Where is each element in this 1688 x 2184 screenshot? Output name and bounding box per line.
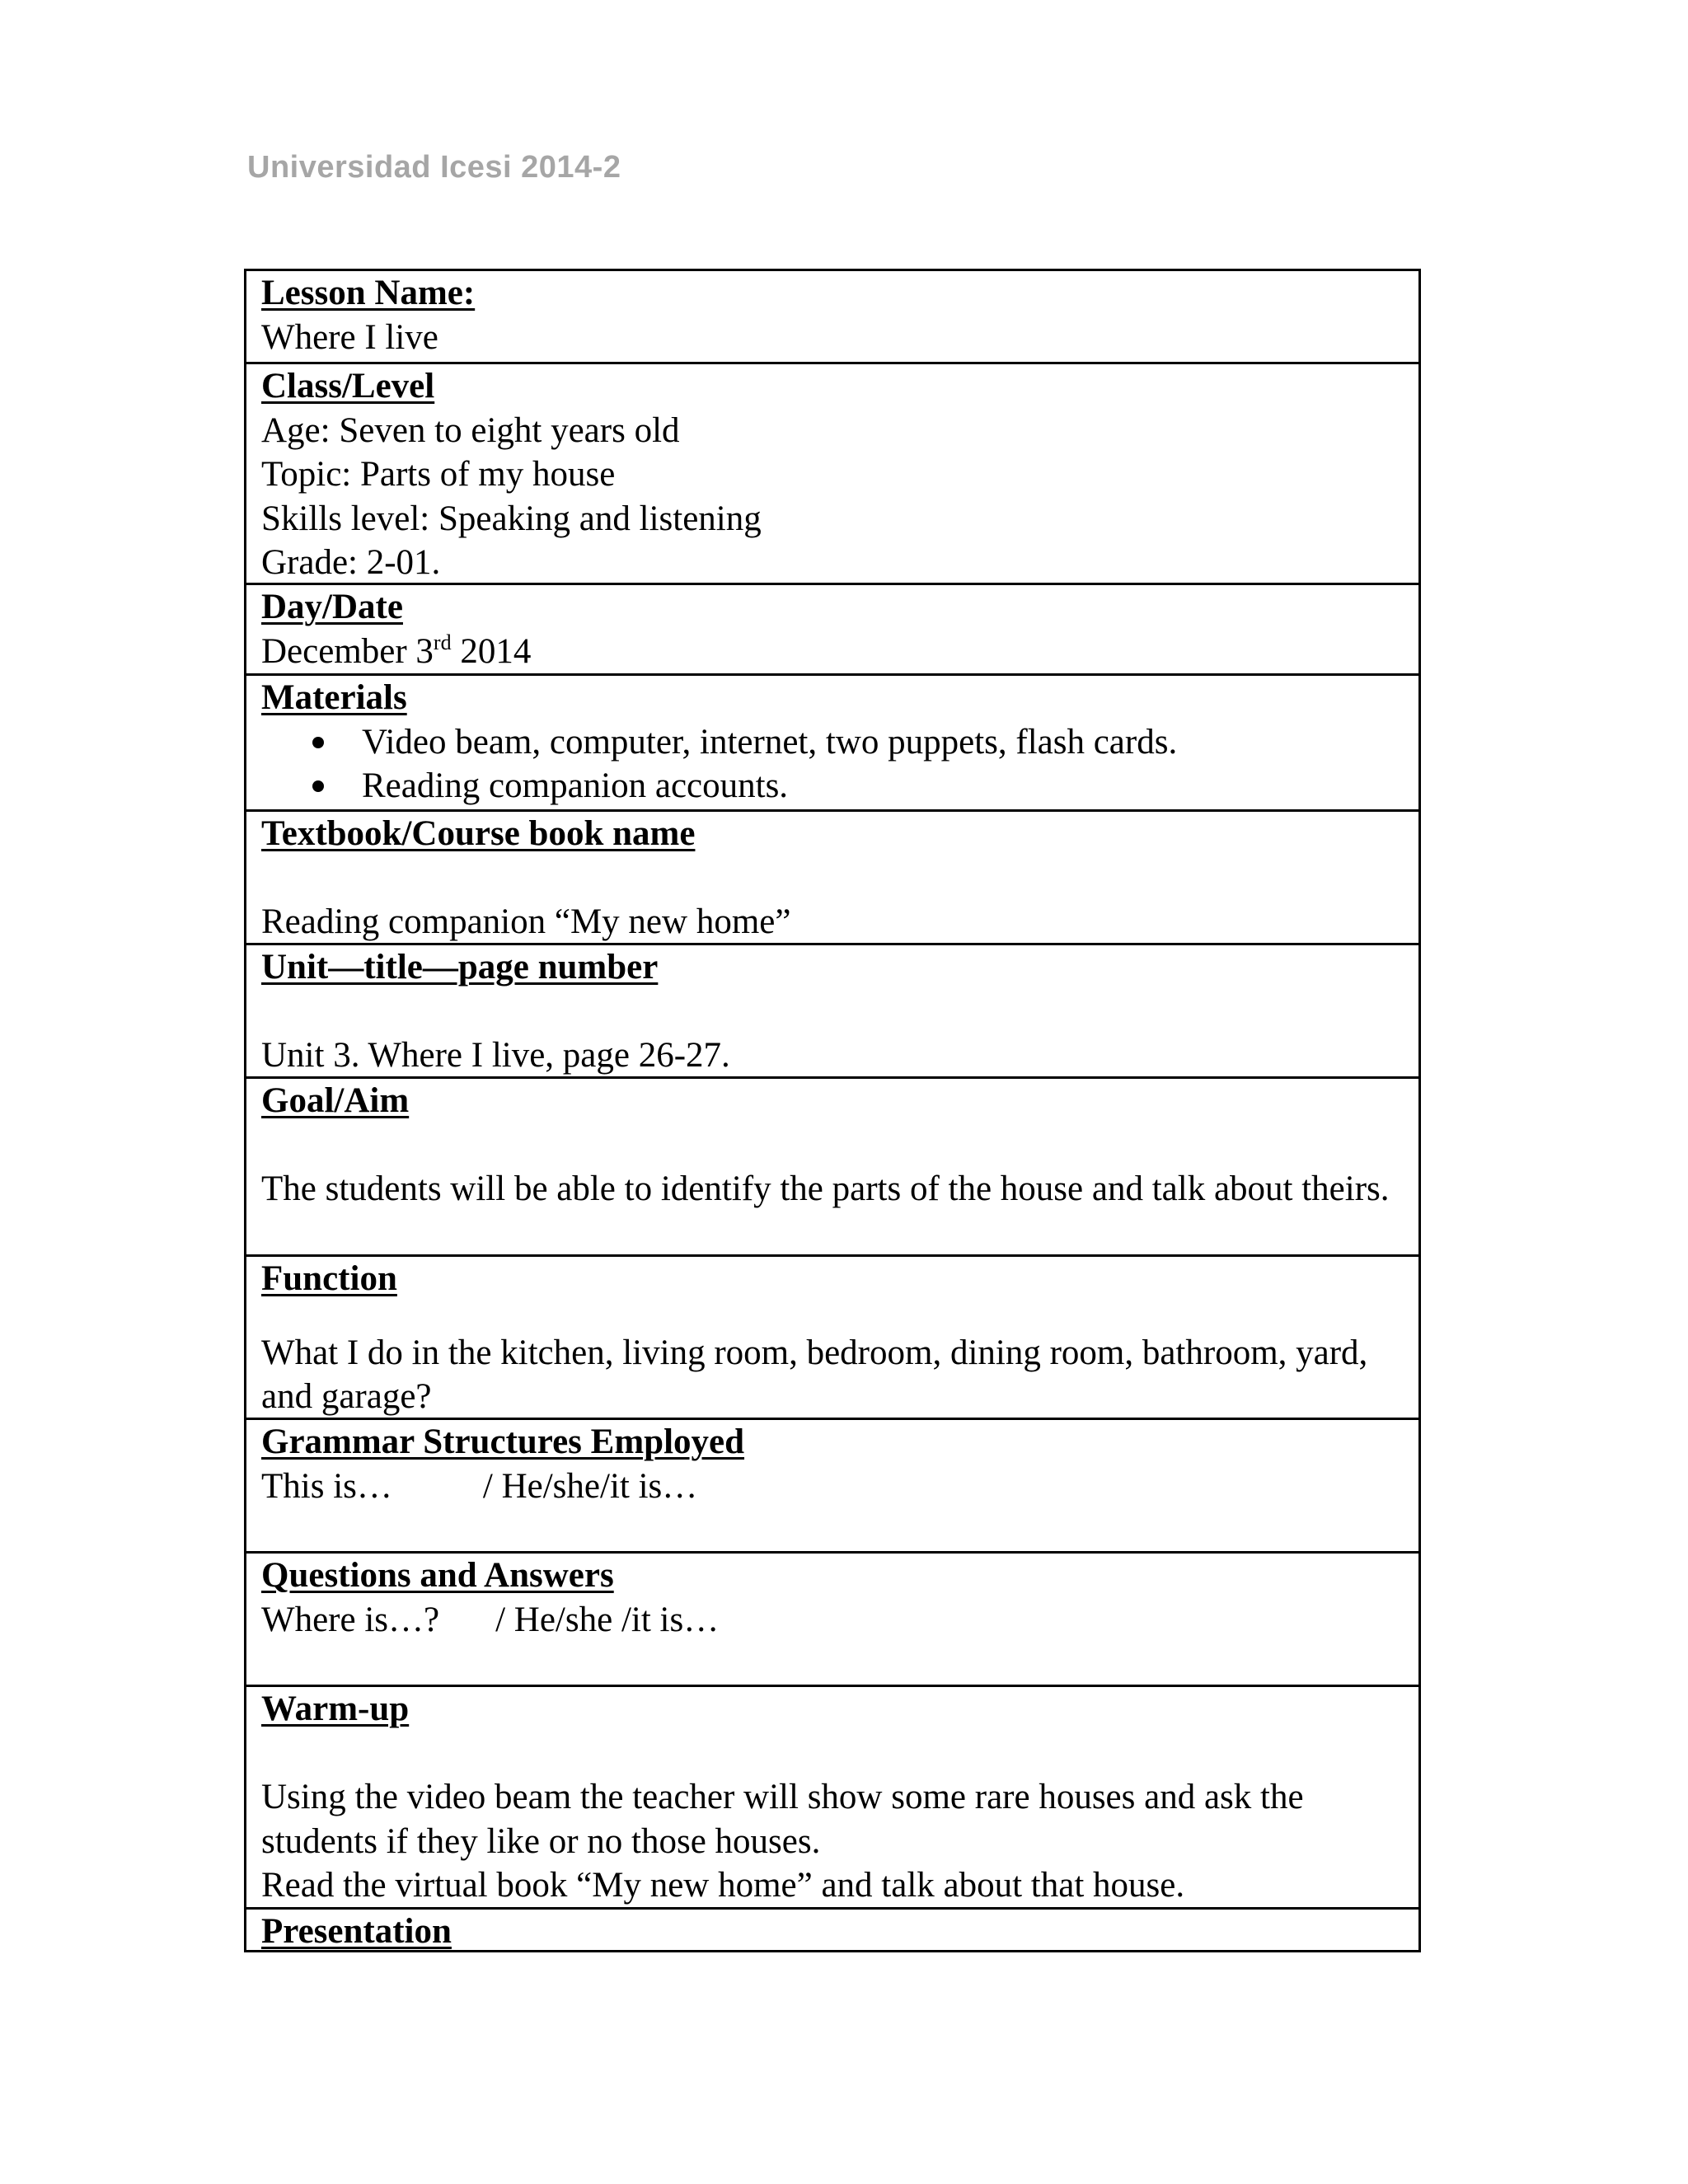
grammar-label: Grammar Structures Employed	[261, 1422, 745, 1461]
skills-text: Skills level: Speaking and listening	[261, 499, 762, 538]
warmup-line-1: Using the video beam the teacher will show some rare houses and ask the students if they like or no those houses.	[261, 1778, 1304, 1861]
lesson-name-value: Where I live	[261, 317, 438, 357]
warmup-line-2: Read the virtual book “My new home” and talk about that house.	[261, 1866, 1185, 1905]
lesson-name-row	[246, 271, 1418, 362]
grammar-value	[261, 1465, 1404, 1509]
textbook-value: Reading companion “My new home”	[261, 902, 791, 941]
goal-label: Goal/Aim	[261, 1081, 410, 1120]
textbook-label: Textbook/Course book name	[261, 814, 696, 853]
day-date-label: Day/Date	[261, 588, 403, 626]
function-row	[246, 1254, 1418, 1418]
date-prefix: December 3	[261, 631, 434, 671]
materials-label: Materials	[261, 678, 407, 717]
goal-value: The students will be able to identify the parts of the house and talk about theirs.	[261, 1169, 1390, 1208]
document-header: Universidad Icesi 2014-2	[247, 150, 621, 185]
materials-row	[246, 673, 1418, 809]
grammar-part-2: / He/she/it is…	[482, 1466, 698, 1506]
materials-list	[261, 720, 1404, 808]
questions-answers-value	[261, 1598, 1404, 1643]
warmup-label: Warm-up	[261, 1690, 410, 1728]
presentation-label: Presentation	[261, 1912, 452, 1950]
unit-value: Unit 3. Where I live, page 26-27.	[261, 1036, 730, 1075]
warmup-row	[246, 1685, 1418, 1907]
lesson-name-label: Lesson Name:	[261, 274, 476, 312]
textbook-row	[246, 809, 1418, 943]
function-value: What I do in the kitchen, living room, bedroom, dining room, bathroom, yard, and garage?	[261, 1333, 1368, 1416]
day-date-row	[246, 583, 1418, 673]
qa-part-1: Where is…?	[261, 1600, 440, 1639]
grade-text: Grade: 2-01.	[261, 543, 441, 582]
date-value	[261, 630, 1404, 674]
lesson-plan-table	[244, 269, 1421, 1952]
unit-row	[246, 943, 1418, 1076]
goal-row	[246, 1076, 1418, 1254]
presentation-row	[246, 1907, 1418, 1950]
topic-text: Topic: Parts of my house	[261, 455, 616, 494]
class-level-label: Class/Level	[261, 367, 435, 405]
questions-answers-label: Questions and Answers	[261, 1556, 614, 1595]
age-text: Age: Seven to eight years old	[261, 410, 680, 450]
grammar-part-1: This is…	[261, 1466, 392, 1506]
unit-label: Unit—title—page number	[261, 948, 659, 987]
class-level-row	[246, 362, 1418, 583]
date-superscript: rd	[433, 630, 452, 654]
materials-item: Video beam, computer, internet, two puppets, flash cards.	[362, 720, 1404, 765]
qa-part-2: / He/she /it is…	[495, 1600, 720, 1639]
materials-item: Reading companion accounts.	[362, 764, 1404, 808]
questions-answers-row	[246, 1551, 1418, 1685]
date-suffix: 2014	[451, 631, 532, 671]
function-label: Function	[261, 1259, 397, 1298]
grammar-row	[246, 1418, 1418, 1551]
